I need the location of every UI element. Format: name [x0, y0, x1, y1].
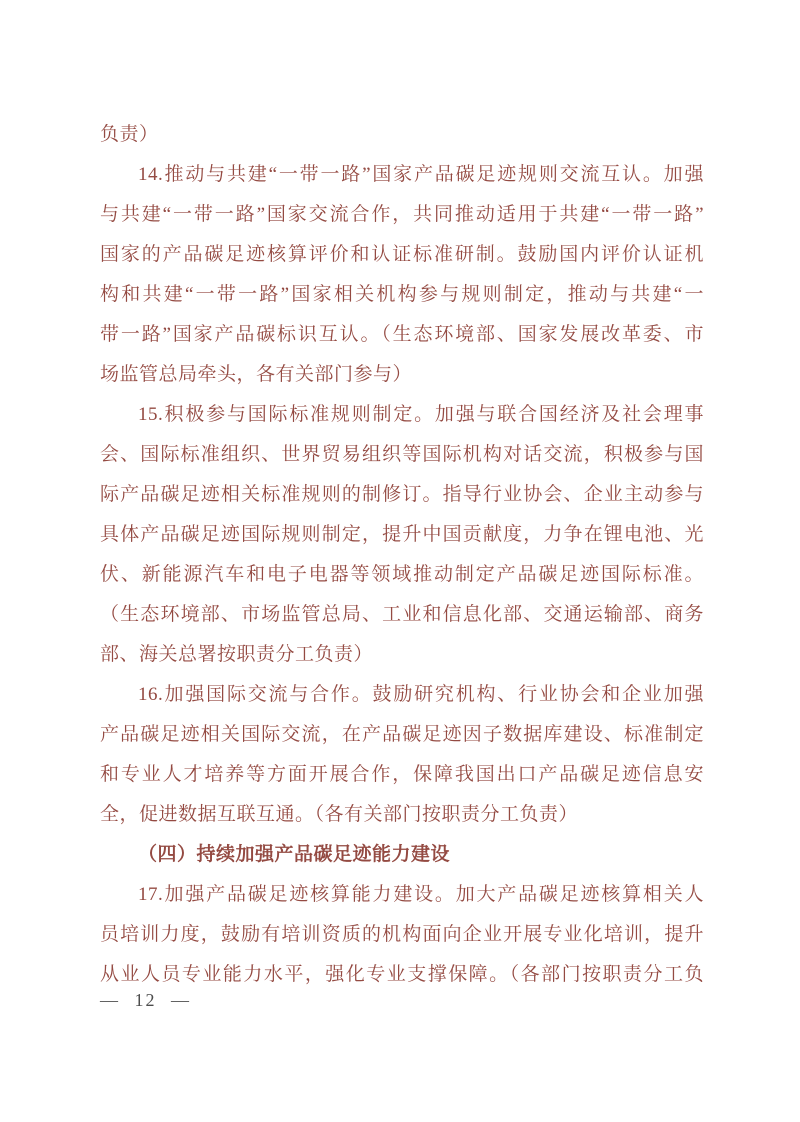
- text-line: 会、国际标准组织、世界贸易组织等国际机构对话交流，积极参与国: [100, 444, 704, 465]
- text-line: 和专业人才培养等方面开展合作，保障我国出口产品碳足迹信息安: [100, 764, 704, 785]
- document-body: [100, 115, 704, 995]
- text-line: （生态环境部、市场监管总局、工业和信息化部、交通运输部、商务: [100, 604, 704, 625]
- section-heading-4: [100, 835, 704, 875]
- text-line: 国家的产品碳足迹核算评价和认证标准研制。鼓励国内评价认证机: [100, 244, 704, 265]
- text-line: 从业人员专业能力水平，强化专业支撑保障。（各部门按职责分工负: [100, 964, 704, 985]
- text-line: 构和共建“一带一路”国家相关机构参与规则制定，推动与共建“一: [100, 284, 704, 305]
- text-line: 全，促进数据互联互通。（各有关部门按职责分工负责）: [100, 804, 579, 825]
- paragraph-16: [100, 675, 704, 835]
- text-line: 带一路”国家产品碳标识互认。（生态环境部、国家发展改革委、市: [100, 324, 704, 345]
- section-heading: （四）持续加强产品碳足迹能力建设: [138, 844, 451, 865]
- paragraph-15: [100, 395, 704, 675]
- text-line: 具体产品碳足迹国际规则制定，提升中国贡献度，力争在锂电池、光: [100, 524, 704, 545]
- text-line: 15.积极参与国际标准规则制定。加强与联合国经济及社会理事: [138, 404, 704, 425]
- text-line: 17.加强产品碳足迹核算能力建设。加大产品碳足迹核算相关人: [138, 884, 704, 905]
- text-line: 产品碳足迹相关国际交流，在产品碳足迹因子数据库建设、标准制定: [100, 724, 704, 745]
- text-line: 场监管总局牵头，各有关部门参与）: [100, 364, 413, 385]
- text-line: 负责）: [100, 124, 159, 145]
- text-line: 16.加强国际交流与合作。鼓励研究机构、行业协会和企业加强: [138, 684, 704, 705]
- page-number: — 12 —: [100, 990, 191, 1010]
- text-line: 际产品碳足迹相关标准规则的制修订。指导行业协会、企业主动参与: [100, 484, 704, 505]
- text-line: 员培训力度，鼓励有培训资质的机构面向企业开展专业化培训，提升: [100, 924, 704, 945]
- paragraph-17: [100, 875, 704, 995]
- text-line: 伏、新能源汽车和电子电器等领域推动制定产品碳足迹国际标准。: [100, 564, 704, 585]
- text-line: 部、海关总署按职责分工负责）: [100, 644, 374, 665]
- text-line: 14.推动与共建“一带一路”国家产品碳足迹规则交流互认。加强: [138, 164, 704, 185]
- paragraph-13-continuation: [100, 115, 704, 155]
- paragraph-14: [100, 155, 704, 395]
- text-line: 与共建“一带一路”国家交流合作，共同推动适用于共建“一带一路”: [100, 204, 704, 225]
